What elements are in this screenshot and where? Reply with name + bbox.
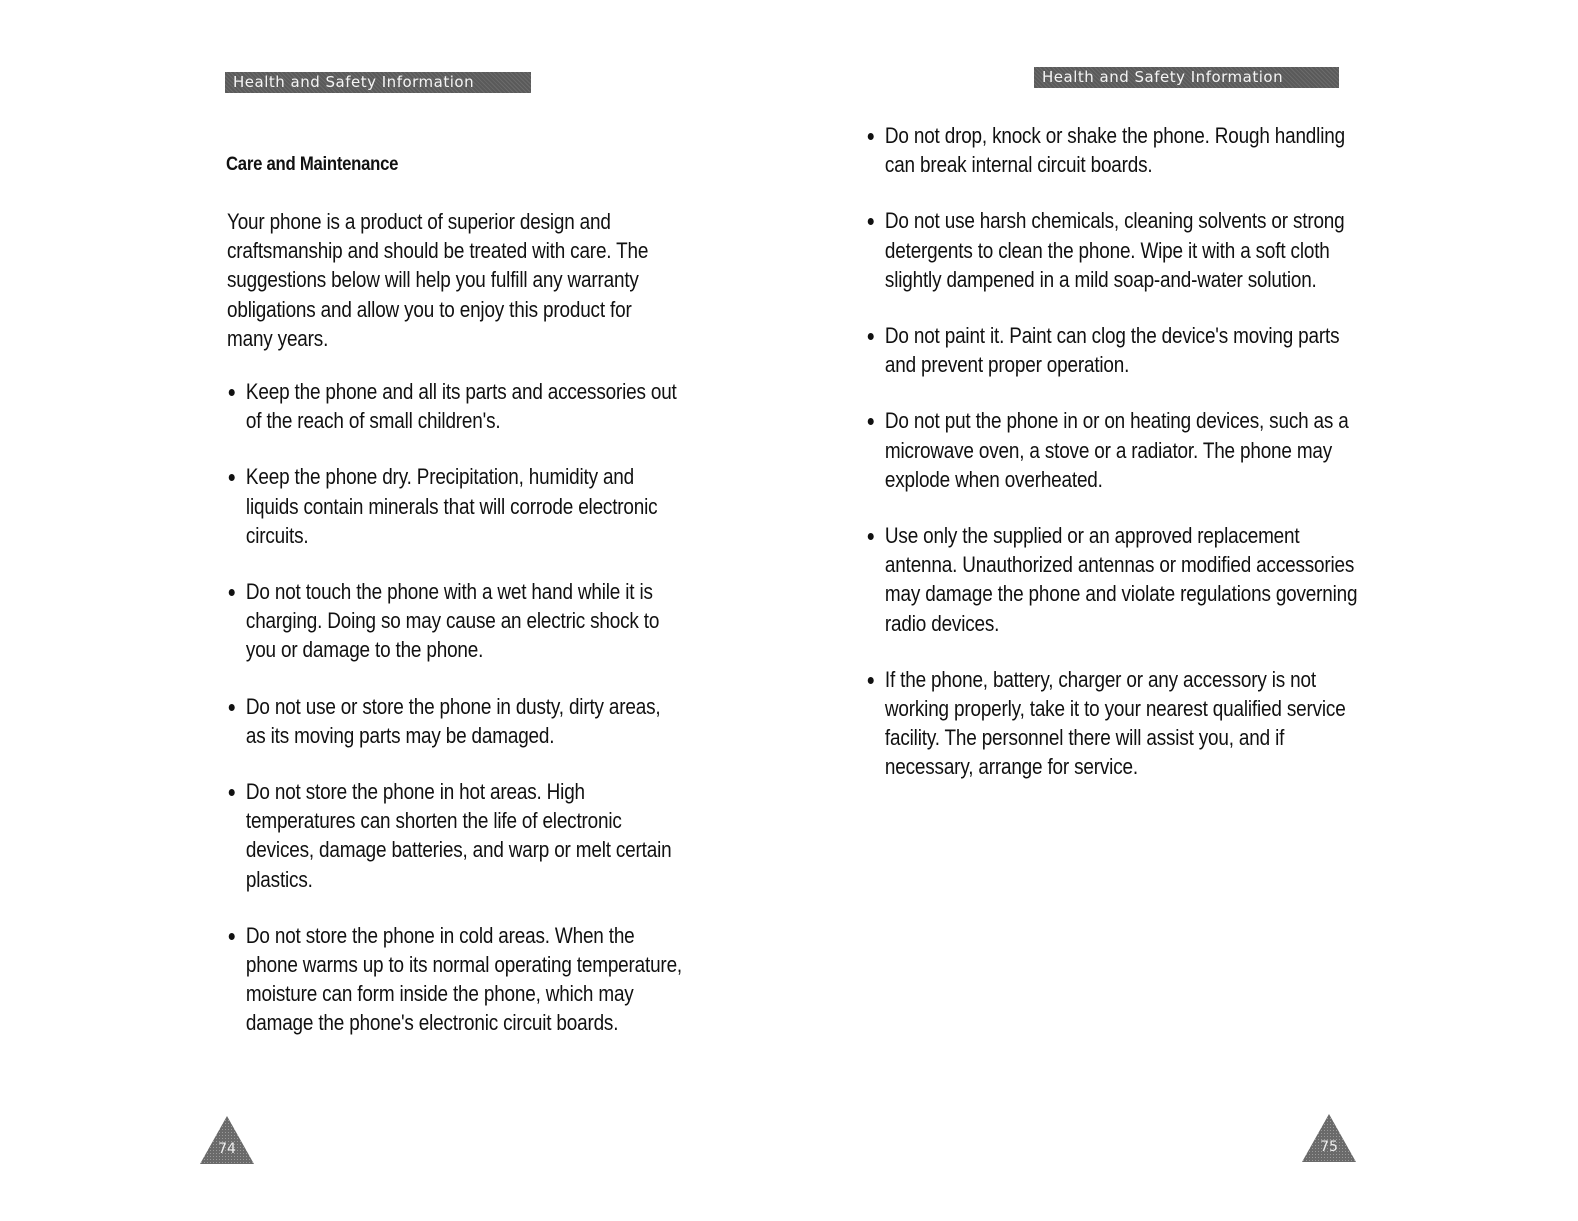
page-header: Health and Safety Information: [1034, 67, 1339, 88]
list-item: Do not store the phone in cold areas. When the phone warms up to its normal operating temperature, moisture can form inside the phone, which may damage the phone's electronic circuit boards.: [227, 921, 683, 1038]
list-item: Do not paint it. Paint can clog the device's moving parts and prevent proper operation.: [866, 321, 1365, 379]
list-item: If the phone, battery, charger or any accessory is not working properly, take it to your nearest qualified service facility. The personnel there will assist you, and if necessary, arrange for service.: [866, 665, 1365, 782]
section-title: Care and Maintenance: [226, 154, 399, 175]
page-number: 75: [1320, 1139, 1338, 1155]
triangle-icon: [198, 1114, 256, 1166]
care-bullet-list: [227, 377, 757, 1065]
page-number-badge: [198, 1114, 256, 1166]
list-item: Use only the supplied or an approved replacement antenna. Unauthorized antennas or modified accessories may damage the phone and violate regulations governing radio devices.: [866, 521, 1365, 638]
list-item: Do not drop, knock or shake the phone. Rough handling can break internal circuit boards.: [866, 121, 1365, 179]
page-header: Health and Safety Information: [225, 72, 531, 93]
list-item: Do not touch the phone with a wet hand while it is charging. Doing so may cause an electric shock to you or damage to the phone.: [227, 577, 683, 665]
care-bullet-list: [866, 121, 1446, 809]
list-item: Do not use harsh chemicals, cleaning solvents or strong detergents to clean the phone. Wipe it with a soft cloth slightly dampened in a mild soap-and-water solution.: [866, 206, 1365, 294]
page-number-badge: [1300, 1112, 1358, 1164]
triangle-icon: [1300, 1112, 1358, 1164]
page-number: 74: [218, 1141, 236, 1157]
list-item: Keep the phone and all its parts and accessories out of the reach of small children's.: [227, 377, 683, 435]
list-item: Keep the phone dry. Precipitation, humidity and liquids contain minerals that will corrode electronic circuits.: [227, 462, 683, 550]
right-page: [789, 0, 1578, 1221]
list-item: Do not store the phone in hot areas. High temperatures can shorten the life of electronic devices, damage batteries, and warp or melt certain plastics.: [227, 777, 683, 894]
list-item: Do not put the phone in or on heating devices, such as a microwave oven, a stove or a radiator. The phone may explode when overheated.: [866, 406, 1365, 494]
list-item: Do not use or store the phone in dusty, dirty areas, as its moving parts may be damaged.: [227, 692, 683, 750]
intro-paragraph: Your phone is a product of superior design and craftsmanship and should be treated with care. The suggestions below will help you fulfill any warranty obligations and allow you to enjoy this product for many years.: [227, 209, 649, 351]
